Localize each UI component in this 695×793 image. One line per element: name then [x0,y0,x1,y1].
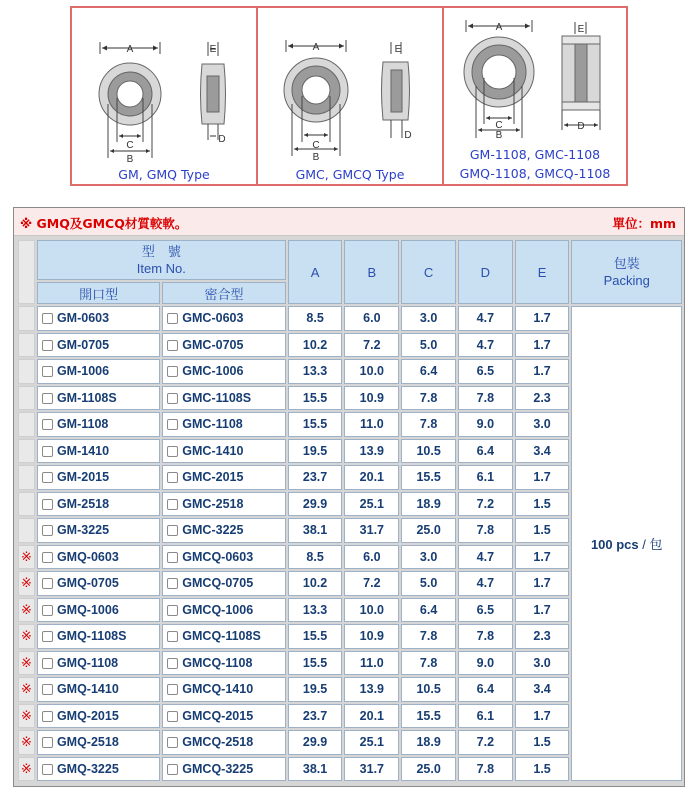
dim-c-cell: 6.4 [401,598,456,623]
dim-d-cell: 7.2 [458,730,513,755]
dim-d-cell: 4.7 [458,306,513,331]
dim-c-cell: 18.9 [401,492,456,517]
open-type-model-cell[interactable] [37,518,160,543]
closed-type-model-cell[interactable] [162,306,285,331]
closed-type-model-cell[interactable] [162,704,285,729]
dim-b-cell: 20.1 [344,704,399,729]
dim-d-cell: 4.7 [458,333,513,358]
select-checkbox[interactable] [42,631,53,642]
dim-a-cell: 13.3 [288,359,343,384]
dim-e-cell: 2.3 [515,624,570,649]
dim-a-cell: 15.5 [288,412,343,437]
open-type-model-cell[interactable] [37,757,160,782]
model-label: GMC-2518 [182,496,244,511]
model-label: GMCQ-1410 [182,682,254,697]
dim-c-cell: 25.0 [401,757,456,782]
model-label: GMCQ-0603 [182,549,254,564]
dim-b-cell: 20.1 [344,465,399,490]
dim-label-a: A [312,42,320,53]
closed-type-model-cell[interactable] [162,518,285,543]
diagram-1108 [444,8,626,184]
dim-d-cell: 9.0 [458,651,513,676]
dim-a-cell: 23.7 [288,465,343,490]
select-checkbox[interactable] [167,472,178,483]
dim-b-cell: 10.9 [344,624,399,649]
soft-material-mark: ※ [18,757,35,782]
dim-a-cell: 19.5 [288,439,343,464]
item-no-header [37,240,286,280]
dim-label-d: D [404,130,412,141]
material-note: ※ GMQ及GMCQ材質較軟。 [20,216,188,231]
dim-e-cell: 1.7 [515,465,570,490]
dim-a-cell: 38.1 [288,518,343,543]
closed-type-model-cell[interactable] [162,598,285,623]
col-header-c: C [401,240,456,304]
dim-e-cell: 1.5 [515,518,570,543]
packing-zh: 包裝 [613,256,640,271]
select-checkbox[interactable] [42,737,53,748]
model-label: GM-0705 [56,337,110,352]
open-type-model-cell[interactable] [37,333,160,358]
grommet-drawing-open [72,8,258,165]
dim-c-cell: 6.4 [401,359,456,384]
dim-e-cell: 2.3 [515,386,570,411]
select-checkbox[interactable] [167,552,178,563]
model-label: GMC-3225 [182,523,244,538]
dim-c-cell: 3.0 [401,306,456,331]
select-checkbox[interactable] [42,472,53,483]
closed-type-header: 密合型 [162,282,285,304]
select-checkbox[interactable] [167,578,178,589]
dim-c-cell: 7.8 [401,651,456,676]
dim-label-a: A [126,44,134,55]
open-type-model-cell[interactable] [37,624,160,649]
open-type-model-cell[interactable] [37,598,160,623]
open-type-model-cell[interactable] [37,651,160,676]
dim-b-cell: 31.7 [344,518,399,543]
model-label: GMQ-1410 [56,682,119,697]
model-label: GMCQ-1006 [182,602,254,617]
dim-c-cell: 10.5 [401,677,456,702]
dim-e-cell: 1.7 [515,333,570,358]
open-type-model-cell[interactable] [37,730,160,755]
dim-e-cell: 1.7 [515,359,570,384]
packing-value: 100 pcs [590,537,639,552]
dim-b-cell: 7.2 [344,571,399,596]
dim-d-cell: 6.5 [458,359,513,384]
diagram-caption-line1: GM-1108, GMC-1108 [469,147,601,162]
dim-c-cell: 18.9 [401,730,456,755]
dim-c-cell: 15.5 [401,704,456,729]
mark-header-cell [18,240,35,304]
spec-table-panel [13,207,685,787]
dim-b-cell: 6.0 [344,545,399,570]
dim-a-cell: 15.5 [288,386,343,411]
grommet-drawing-closed [258,8,444,163]
model-label: GMQ-1006 [56,602,119,617]
select-checkbox[interactable] [167,658,178,669]
packing-unit: / 包 [642,537,663,552]
closed-type-model-cell[interactable] [162,651,285,676]
model-label: GM-1410 [56,443,110,458]
model-label: GMQ-1108S [56,629,127,644]
closed-type-model-cell[interactable] [162,545,285,570]
soft-material-mark: ※ [18,545,35,570]
select-checkbox[interactable] [167,684,178,695]
soft-material-mark: ※ [18,571,35,596]
soft-material-mark: ※ [18,730,35,755]
dim-c-cell: 7.8 [401,412,456,437]
model-label: GMCQ-1108S [182,629,261,644]
dim-label-a: A [495,22,503,33]
select-checkbox[interactable] [167,499,178,510]
packing-header [571,240,682,304]
unit-label: 單位：mm [612,216,676,231]
select-checkbox[interactable] [42,605,53,616]
dim-label-b: B [312,152,320,163]
soft-material-mark: ※ [18,598,35,623]
select-checkbox[interactable] [42,764,53,775]
dim-e-cell: 3.0 [515,412,570,437]
model-label: GMC-1410 [182,443,244,458]
soft-material-mark [18,306,35,331]
dim-label-e: E [394,44,402,55]
diagram-caption: GMC, GMCQ Type [295,167,405,182]
model-label: GMCQ-0705 [182,576,254,591]
open-type-model-cell[interactable] [37,412,160,437]
closed-type-model-cell[interactable] [162,465,285,490]
open-type-model-cell[interactable] [37,386,160,411]
dim-a-cell: 23.7 [288,704,343,729]
select-checkbox[interactable] [167,525,178,536]
dim-label-d: D [218,134,226,145]
dim-a-cell: 8.5 [288,306,343,331]
soft-material-mark [18,439,35,464]
dim-b-cell: 11.0 [344,412,399,437]
dim-e-cell: 1.5 [515,730,570,755]
soft-material-mark [18,359,35,384]
model-label: GM-2518 [56,496,110,511]
col-header-b: B [344,240,399,304]
select-checkbox[interactable] [167,631,178,642]
dim-b-cell: 31.7 [344,757,399,782]
select-checkbox[interactable] [167,446,178,457]
dim-a-cell: 10.2 [288,333,343,358]
select-checkbox[interactable] [42,499,53,510]
dim-c-cell: 5.0 [401,571,456,596]
dim-a-cell: 29.9 [288,730,343,755]
dim-label-b: B [126,154,134,165]
dim-d-cell: 6.1 [458,465,513,490]
model-label: GMCQ-3225 [182,761,254,776]
packing-cell [571,306,682,781]
dim-label-c: C [312,140,320,151]
select-checkbox[interactable] [167,340,178,351]
dim-e-cell: 1.5 [515,757,570,782]
closed-type-model-cell[interactable] [162,677,285,702]
dim-d-cell: 7.8 [458,757,513,782]
diagram-caption: GM, GMQ Type [118,167,210,182]
packing-en: Packing [603,273,650,288]
dim-d-cell: 7.2 [458,492,513,517]
dim-label-e: E [577,24,585,35]
model-label: GMQ-3225 [56,761,119,776]
dim-b-cell: 6.0 [344,306,399,331]
dim-e-cell: 1.7 [515,704,570,729]
dim-d-cell: 6.5 [458,598,513,623]
dim-a-cell: 19.5 [288,677,343,702]
closed-type-model-cell[interactable] [162,439,285,464]
dim-a-cell: 29.9 [288,492,343,517]
dim-a-cell: 15.5 [288,624,343,649]
soft-material-mark [18,386,35,411]
closed-type-model-cell[interactable] [162,730,285,755]
table-title-bar [14,208,684,236]
model-label: GMQ-0705 [56,576,119,591]
select-checkbox[interactable] [42,578,53,589]
soft-material-mark [18,412,35,437]
dim-a-cell: 10.2 [288,571,343,596]
dim-c-cell: 15.5 [401,465,456,490]
open-type-model-cell[interactable] [37,704,160,729]
model-label: GMC-2015 [182,470,244,485]
model-label: GM-0603 [56,311,110,326]
open-type-model-cell[interactable] [37,571,160,596]
grommet-drawing-1108 [444,8,626,141]
model-label: GMC-0705 [182,337,244,352]
dim-b-cell: 7.2 [344,333,399,358]
model-label: GMQ-1108 [56,655,119,670]
soft-material-mark: ※ [18,651,35,676]
select-checkbox[interactable] [42,446,53,457]
diagram-strip [70,6,628,186]
model-label: GMQ-0603 [56,549,119,564]
model-label: GM-1108S [56,390,117,405]
dim-d-cell: 4.7 [458,545,513,570]
dim-d-cell: 7.8 [458,518,513,543]
col-header-a: A [288,240,343,304]
select-checkbox[interactable] [167,737,178,748]
dim-label-c: C [126,140,134,151]
model-label: GMC-1006 [182,364,244,379]
dim-c-cell: 3.0 [401,545,456,570]
dim-a-cell: 15.5 [288,651,343,676]
diagram-gmc-gmcq [258,8,444,184]
soft-material-mark [18,333,35,358]
dim-e-cell: 3.0 [515,651,570,676]
dim-a-cell: 13.3 [288,598,343,623]
closed-type-model-cell[interactable] [162,757,285,782]
select-checkbox[interactable] [167,711,178,722]
select-checkbox[interactable] [42,393,53,404]
model-label: GMC-0603 [182,311,244,326]
col-header-e: E [515,240,570,304]
col-header-d: D [458,240,513,304]
spec-table [16,238,684,783]
dim-d-cell: 4.7 [458,571,513,596]
soft-material-mark [18,492,35,517]
dim-d-cell: 6.4 [458,439,513,464]
dim-b-cell: 10.0 [344,598,399,623]
open-type-model-cell[interactable] [37,306,160,331]
open-type-model-cell[interactable] [37,677,160,702]
soft-material-mark [18,518,35,543]
diagram-caption-line2: GMQ-1108, GMCQ-1108 [459,166,611,181]
dim-b-cell: 11.0 [344,651,399,676]
model-label: GM-1006 [56,364,110,379]
item-no-en: Item No. [136,261,186,276]
dim-a-cell: 8.5 [288,545,343,570]
soft-material-mark: ※ [18,704,35,729]
dim-a-cell: 38.1 [288,757,343,782]
select-checkbox[interactable] [167,605,178,616]
model-label: GMCQ-2015 [182,708,254,723]
closed-type-model-cell[interactable] [162,412,285,437]
dim-b-cell: 10.9 [344,386,399,411]
dim-b-cell: 25.1 [344,730,399,755]
dim-e-cell: 1.5 [515,492,570,517]
dim-c-cell: 10.5 [401,439,456,464]
select-checkbox[interactable] [42,711,53,722]
model-label: GMQ-2518 [56,735,119,750]
dim-e-cell: 1.7 [515,571,570,596]
dim-b-cell: 13.9 [344,677,399,702]
dim-e-cell: 1.7 [515,306,570,331]
dim-label-e: E [209,44,217,55]
model-label: GM-3225 [56,523,110,538]
closed-type-model-cell[interactable] [162,386,285,411]
dim-label-c: C [495,120,503,131]
dim-label-d: D [577,121,585,132]
model-label: GMC-1108 [182,417,243,432]
dim-c-cell: 5.0 [401,333,456,358]
open-type-model-cell[interactable] [37,465,160,490]
soft-material-mark [18,465,35,490]
select-checkbox[interactable] [167,419,178,430]
dim-d-cell: 9.0 [458,412,513,437]
model-label: GM-1108 [56,417,109,432]
select-checkbox[interactable] [42,658,53,669]
select-checkbox[interactable] [42,552,53,563]
select-checkbox[interactable] [167,313,178,324]
dim-b-cell: 25.1 [344,492,399,517]
model-label: GM-2015 [56,470,110,485]
item-no-zh: 型 號 [141,244,181,259]
select-checkbox[interactable] [42,313,53,324]
model-label: GMCQ-1108 [182,655,253,670]
select-checkbox[interactable] [42,366,53,377]
dim-e-cell: 3.4 [515,439,570,464]
select-checkbox[interactable] [42,340,53,351]
open-type-model-cell[interactable] [37,439,160,464]
select-checkbox[interactable] [167,764,178,775]
open-type-model-cell[interactable] [37,359,160,384]
dim-c-cell: 7.8 [401,386,456,411]
dim-b-cell: 13.9 [344,439,399,464]
open-type-model-cell[interactable] [37,545,160,570]
closed-type-model-cell[interactable] [162,333,285,358]
dim-e-cell: 3.4 [515,677,570,702]
closed-type-model-cell[interactable] [162,571,285,596]
dim-b-cell: 10.0 [344,359,399,384]
dim-d-cell: 6.1 [458,704,513,729]
closed-type-model-cell[interactable] [162,359,285,384]
open-type-header: 開口型 [37,282,160,304]
dim-d-cell: 6.4 [458,677,513,702]
select-checkbox[interactable] [167,393,178,404]
model-label: GMC-1108S [182,390,252,405]
dim-e-cell: 1.7 [515,545,570,570]
select-checkbox[interactable] [42,684,53,695]
dim-d-cell: 7.8 [458,624,513,649]
dim-d-cell: 7.8 [458,386,513,411]
soft-material-mark: ※ [18,624,35,649]
dim-c-cell: 25.0 [401,518,456,543]
soft-material-mark: ※ [18,677,35,702]
select-checkbox[interactable] [167,366,178,377]
dim-label-b: B [495,130,503,141]
dim-c-cell: 7.8 [401,624,456,649]
table-row [18,306,682,331]
dim-e-cell: 1.7 [515,598,570,623]
table-body [18,306,682,781]
open-type-model-cell[interactable] [37,492,160,517]
diagram-gm-gmq [72,8,258,184]
closed-type-model-cell[interactable] [162,492,285,517]
select-checkbox[interactable] [42,525,53,536]
model-label: GMQ-2015 [56,708,119,723]
select-checkbox[interactable] [42,419,53,430]
model-label: GMCQ-2518 [182,735,254,750]
closed-type-model-cell[interactable] [162,624,285,649]
